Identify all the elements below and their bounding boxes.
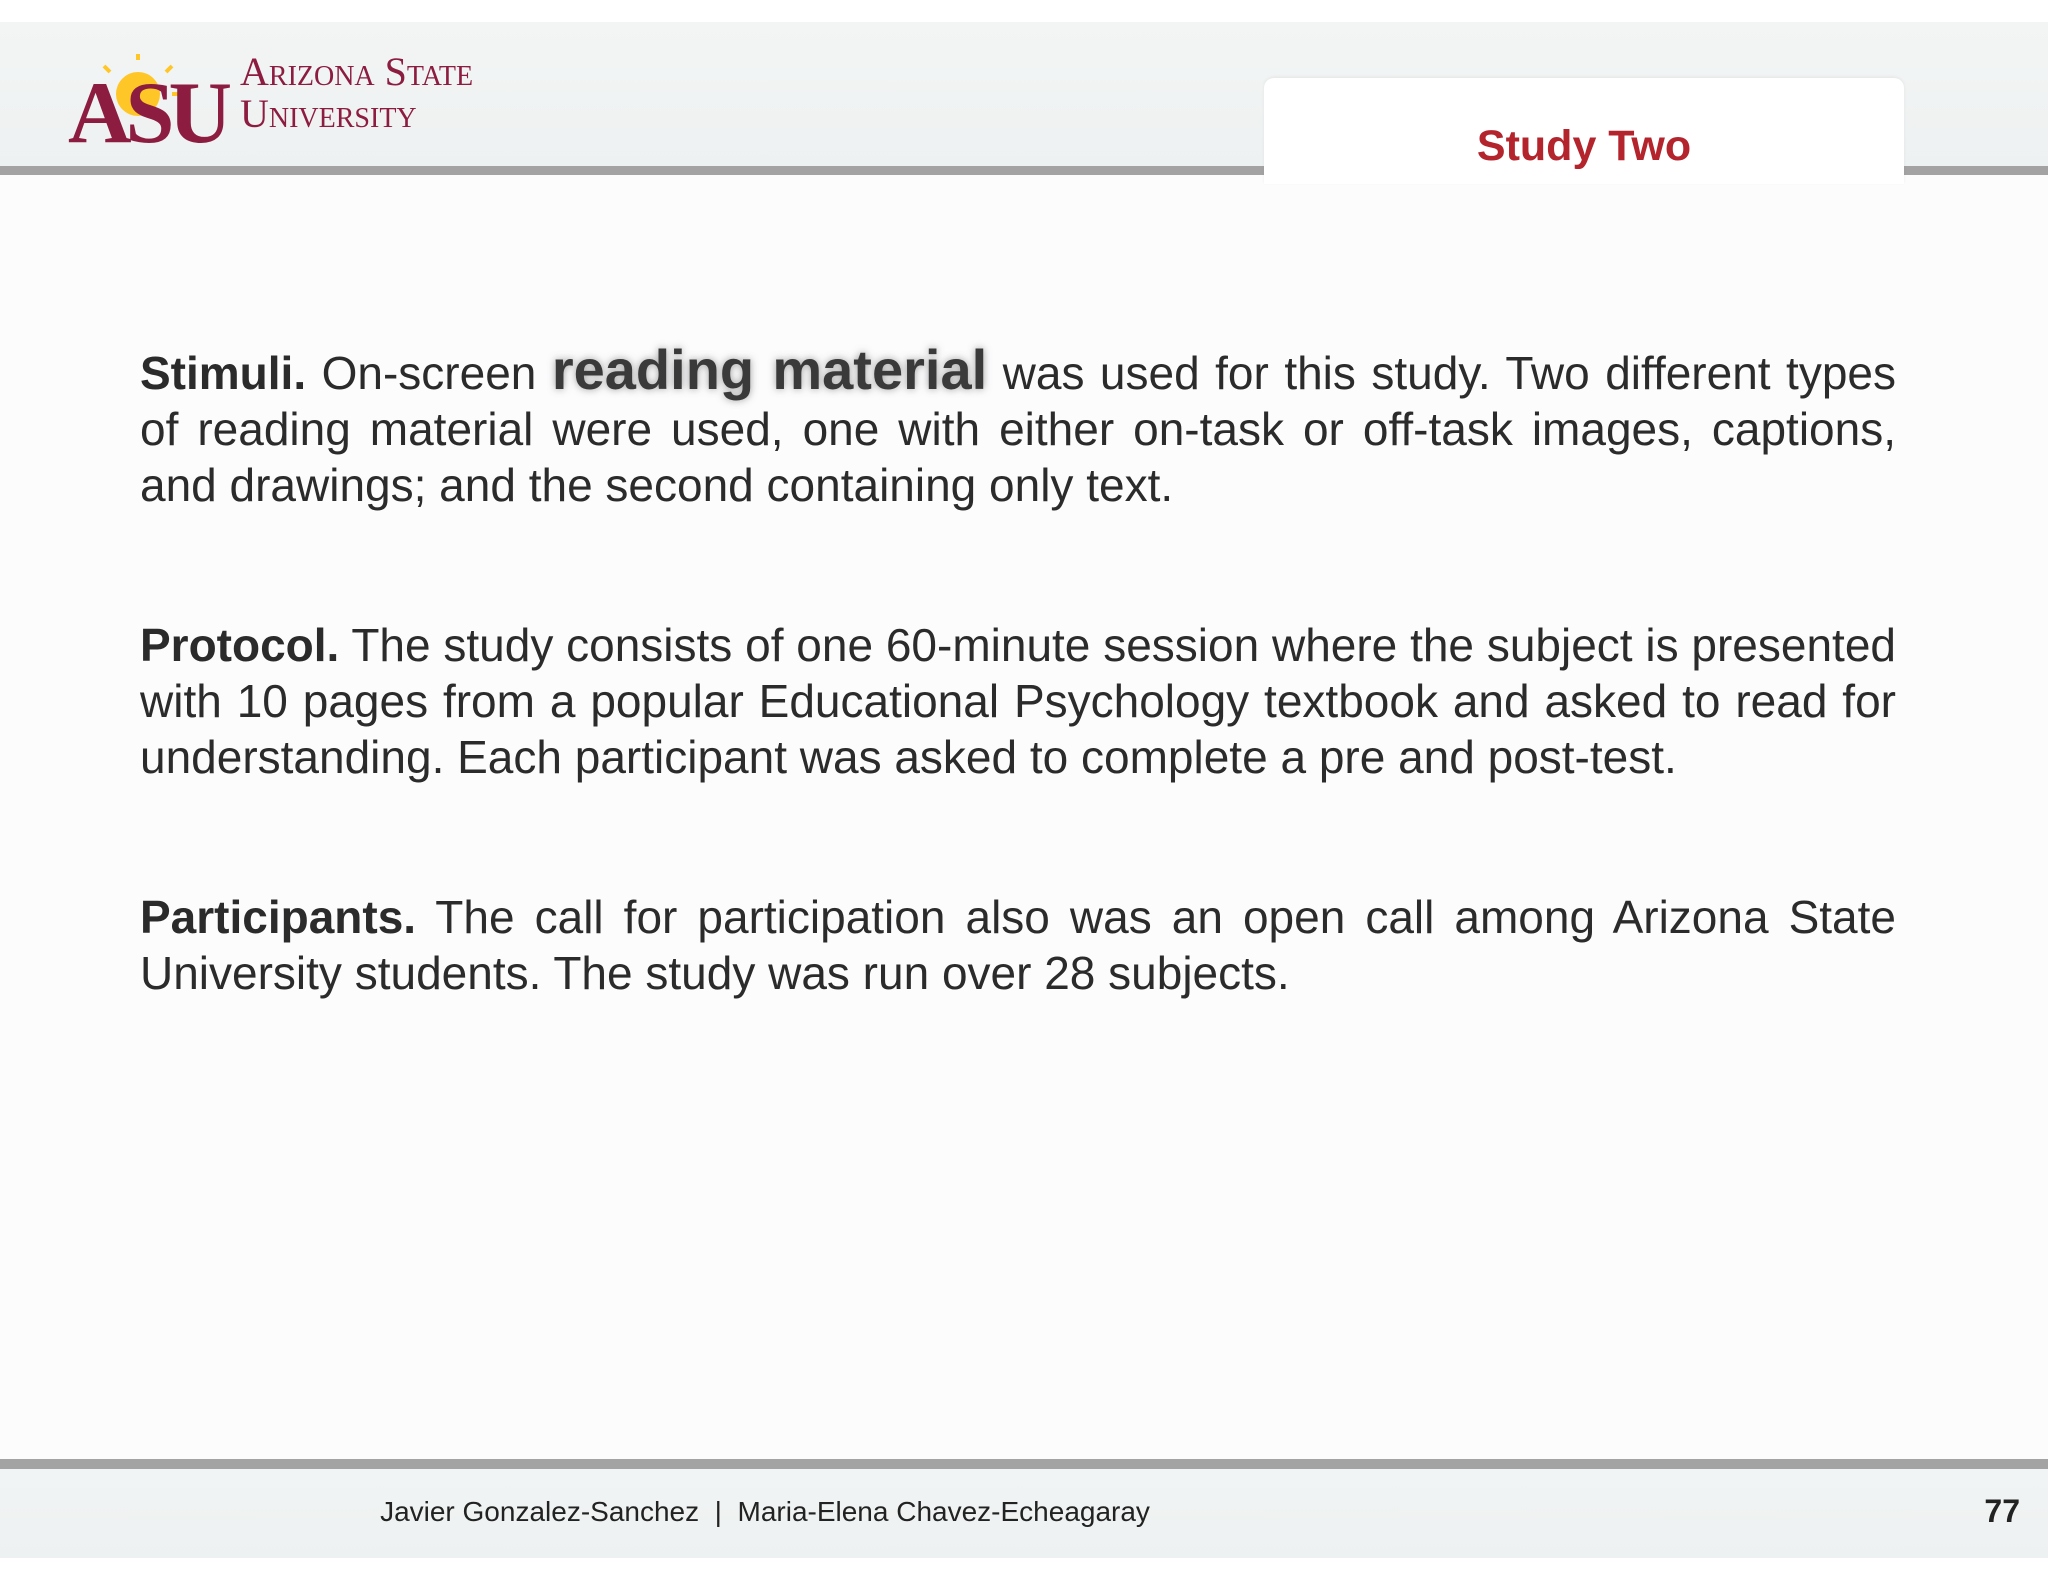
participants-label: Participants.: [140, 891, 417, 943]
protocol-label: Protocol.: [140, 619, 340, 671]
footer-divider: [0, 1459, 2048, 1469]
university-name-line2: University: [240, 91, 417, 136]
asu-letters: ASU: [68, 65, 227, 154]
page-number: 77: [1984, 1493, 2020, 1529]
protocol-text: The study consists of one 60-minute session where the subject is presented with 10 pages from a popular Educational Psychology textbook and asked to read for understanding. Each participant was asked to complete a pre and post-test.: [140, 619, 1896, 783]
stimuli-text-post: was used for this study. Two different types of reading material were used, one with either on-task or off-task images, captions, and drawings; and the second containing only text.: [140, 347, 1896, 511]
university-name: [240, 49, 474, 136]
protocol-paragraph: [140, 617, 1896, 785]
slide: [0, 22, 2048, 1558]
university-name-line1: Arizona State: [240, 49, 474, 94]
participants-paragraph: [140, 889, 1896, 1001]
footer-authors: Javier Gonzalez-Sanchez | Maria-Elena Chavez-Echeagaray: [380, 1496, 1150, 1527]
stimuli-paragraph: [140, 338, 1896, 513]
asu-logo: [66, 50, 536, 154]
participants-text: The call for participation also was an open call among Arizona State University students. The study was run over 28 subjects.: [140, 891, 1896, 999]
highlighted-term: reading material: [551, 338, 988, 401]
slide-body: [140, 338, 1896, 1105]
slide-title: Study Two: [1476, 122, 1692, 170]
asu-logo-mark: [66, 50, 236, 154]
title-tab: [1264, 78, 1904, 184]
stimuli-text-pre: On-screen: [306, 347, 552, 399]
stimuli-label: Stimuli.: [140, 347, 307, 399]
